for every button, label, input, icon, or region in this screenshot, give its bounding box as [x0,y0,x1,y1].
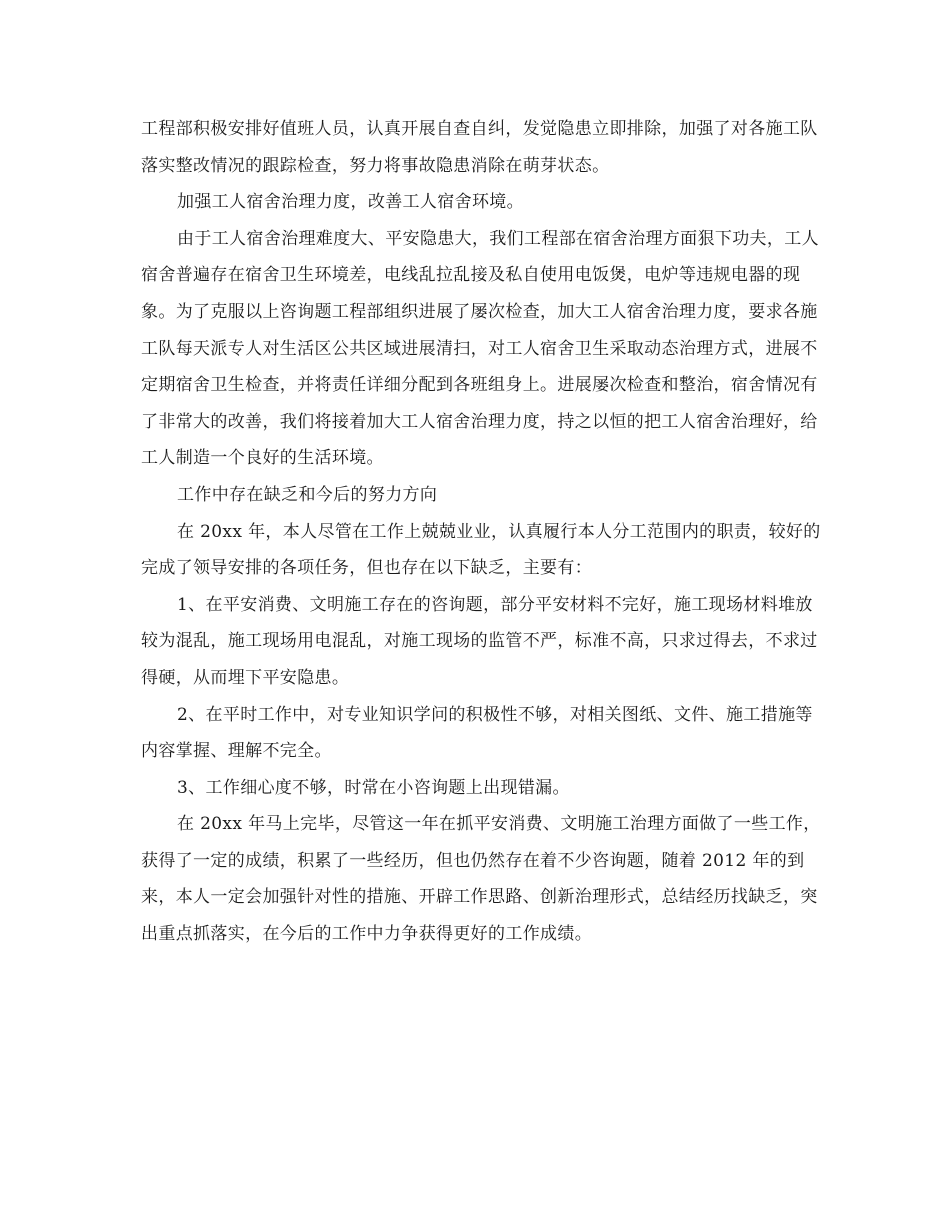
paragraph: 工程部积极安排好值班人员，认真开展自查自纠，发觉隐患立即排除，加强了对各施工队落实整改情况的跟踪检查，努力将事故隐患消除在萌芽状态。 [141,119,818,176]
list-item: 1、在平安消费、文明施工存在的咨询题，部分平安材料不完好，施工现场材料堆放较为混乱，施工现场用电混乱，对施工现场的监管不严，标准不高，只求过得去，不求过得硬，从而埋下平安隐患。 [141,594,818,688]
paragraph: 在 20xx 年马上完毕，尽管这一年在抓平安消费、文明施工治理方面做了一些工作，获得了一定的成绩，积累了一些经历，但也仍然存在着不少咨询题，随着 2012 年的到来，本人一定会加强针对性的措施、开辟工作思路、创新治理形式，总结经历找缺乏，突出重点抓落实，在今后的工作中力争获得更好的工作成绩。 [141,814,821,945]
document-body [141,111,821,953]
list-item: 2、在平时工作中，对专业知识学问的积极性不够，对相关图纸、文件、施工措施等内容掌握、理解不完全。 [141,704,813,762]
list-item: 3、工作细心度不够，时常在小咨询题上出现错漏。 [177,777,570,798]
section-heading: 加强工人宿舍治理力度，改善工人宿舍环境。 [177,192,524,213]
paragraph: 在 20xx 年，本人尽管在工作上兢兢业业，认真履行本人分工范围内的职责，较好的完成了领导安排的各项任务，但也存在以下缺乏，主要有： [141,521,821,579]
section-heading: 工作中存在缺乏和今后的努力方向 [177,484,438,505]
paragraph: 由于工人宿舍治理难度大、平安隐患大，我们工程部在宿舍治理方面狠下功夫，工人宿舍普遍存在宿舍卫生环境差，电线乱拉乱接及私自使用电饭煲，电炉等违规电器的现象。为了克服以上咨询题工程部组织进展了屡次检查，加大工人宿舍治理力度，要求各施工队每天派专人对生活区公共区域进展清扫，对工人宿舍卫生采取动态治理方式，进展不定期宿舍卫生检查，并将责任详细分配到各班组身上。进展屡次检查和整治，宿舍情况有了非常大的改善，我们将接着加大工人宿舍治理力度，持之以恒的把工人宿舍治理好，给工人制造一个良好的生活环境。 [141,228,819,469]
